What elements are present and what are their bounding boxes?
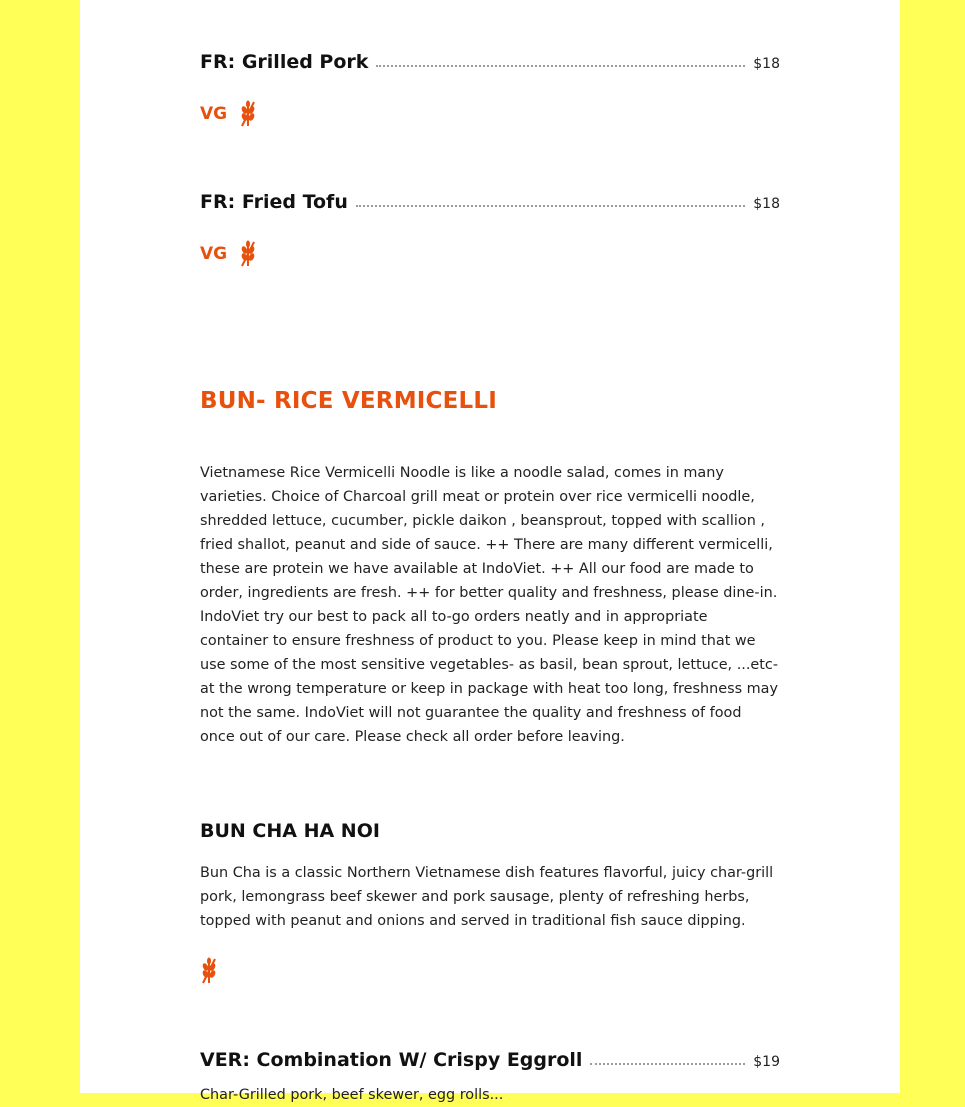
combination-description: Char-Grilled pork, beef skewer, egg rolls... — [200, 1087, 504, 1103]
bun-cha-title: BUN CHA HA NOI — [200, 820, 380, 842]
dot-leader — [590, 1063, 745, 1065]
bun-cha-description: Bun Cha is a classic Northern Vietnamese dish features flavorful, juicy char-grill pork, lemongrass beef skewer and pork sausage, plenty of refreshing herbs, topped with peanut and onions and served in traditional fish sauce dipping. — [200, 865, 774, 929]
vegan-badge: VG — [200, 244, 228, 264]
item-price: $19 — [753, 1054, 780, 1070]
item-tags — [200, 240, 257, 268]
item-name: FR: Grilled Pork — [200, 51, 369, 73]
gluten-free-icon — [239, 100, 257, 128]
section-description: Vietnamese Rice Vermicelli Noodle is like a noodle salad, comes in many varieties. Choice of Charcoal grill meat or protein over rice vermicelli noodle, shredded lettuce, cucumber, pickle daikon , beansprout, topped with scallion , fried shallot, peanut and side of sauce. ++ There are many different vermicelli, these are protein we have available at IndoViet. ++ All our food are made to order, ingredients are fresh. ++ for better quality and freshness, please dine-in. IndoViet try our best to pack all to-go orders neatly and in appropriate container to ensure freshness of product to you. Please keep in mind that we use some of the most sensitive vegetables- as basil, bean sprout, lettuce, ...etc- at the wrong temperature or keep in package with heat too long, freshness may not the same. IndoViet will not guarantee the quality and freshness of food once out of our care. Please check all order before leaving. — [200, 465, 779, 745]
menu-page — [80, 0, 900, 1103]
menu-item[interactable] — [200, 1044, 780, 1072]
gluten-free-icon — [239, 240, 257, 268]
dot-leader — [356, 205, 745, 207]
section-title: BUN- RICE VERMICELLI — [200, 388, 498, 414]
item-price: $18 — [753, 56, 780, 72]
gluten-free-icon — [200, 957, 218, 985]
menu-item[interactable] — [200, 186, 780, 214]
item-tags — [200, 957, 218, 985]
item-name: VER: Combination W/ Crispy Eggroll — [200, 1049, 583, 1071]
dot-leader — [376, 65, 745, 67]
item-name: FR: Fried Tofu — [200, 191, 348, 213]
menu-item[interactable] — [200, 46, 780, 74]
vegan-badge: VG — [200, 104, 228, 124]
item-price: $18 — [753, 196, 780, 212]
item-tags — [200, 100, 257, 128]
